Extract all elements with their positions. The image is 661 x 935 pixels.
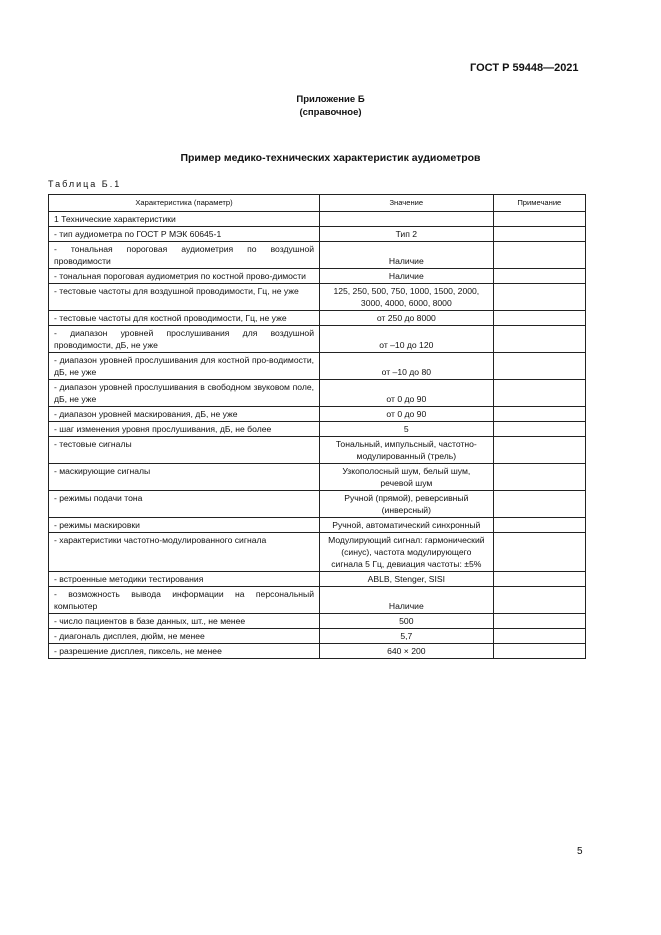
row-characteristic: - возможность вывода информации на персональный компьютер xyxy=(49,587,320,614)
row-note xyxy=(493,533,585,572)
row-characteristic: - число пациентов в базе данных, шт., не менее xyxy=(49,614,320,629)
table-row xyxy=(49,353,586,380)
row-characteristic: - тестовые частоты для воздушной проводимости, Гц, не уже xyxy=(49,284,320,311)
table-row xyxy=(49,284,586,311)
row-value: 5,7 xyxy=(320,629,494,644)
table-row xyxy=(49,629,586,644)
row-note xyxy=(493,380,585,407)
row-characteristic: - диапазон уровней прослушивания в свободном звуковом поле, дБ, не уже xyxy=(49,380,320,407)
row-characteristic: - режимы маскировки xyxy=(49,518,320,533)
table-row xyxy=(49,437,586,464)
row-characteristic: - встроенные методики тестирования xyxy=(49,572,320,587)
table-header-row xyxy=(49,195,586,212)
table-row xyxy=(49,311,586,326)
row-characteristic: - диапазон уровней маскирования, дБ, не уже xyxy=(49,407,320,422)
row-characteristic: - тип аудиометра по ГОСТ Р МЭК 60645-1 xyxy=(49,227,320,242)
table-row xyxy=(49,326,586,353)
row-value: Узкополосный шум, белый шум, речевой шум xyxy=(320,464,494,491)
table-row xyxy=(49,587,586,614)
row-note xyxy=(493,422,585,437)
table-row xyxy=(49,422,586,437)
row-value: от –10 до 80 xyxy=(320,353,494,380)
row-value: Наличие xyxy=(320,269,494,284)
row-characteristic: - характеристики частотно-модулированного сигнала xyxy=(49,533,320,572)
row-note xyxy=(493,629,585,644)
row-value: 500 xyxy=(320,614,494,629)
row-note xyxy=(493,311,585,326)
section-heading: Пример медико-технических характеристик аудиометров xyxy=(180,152,481,164)
row-characteristic: - режимы подачи тона xyxy=(49,491,320,518)
row-characteristic: - тональная пороговая аудиометрия по воздушной проводимости xyxy=(49,242,320,269)
table-row xyxy=(49,614,586,629)
row-note xyxy=(493,242,585,269)
table-row xyxy=(49,491,586,518)
row-value: от 0 до 90 xyxy=(320,407,494,422)
row-note xyxy=(493,491,585,518)
row-note xyxy=(493,227,585,242)
row-characteristic: - диагональ дисплея, дюйм, не менее xyxy=(49,629,320,644)
table-row xyxy=(49,644,586,659)
row-characteristic: - диапазон уровней прослушивания для костной про-водимости, дБ, не уже xyxy=(49,353,320,380)
table-caption: Таблица Б.1 xyxy=(48,179,122,189)
row-note xyxy=(493,518,585,533)
row-characteristic: - тестовые частоты для костной проводимости, Гц, не уже xyxy=(49,311,320,326)
row-note xyxy=(493,407,585,422)
column-header-value: Значение xyxy=(320,195,494,212)
table-row xyxy=(49,533,586,572)
annex-title: Приложение Б xyxy=(296,94,365,105)
row-value: от –10 до 120 xyxy=(320,326,494,353)
row-note xyxy=(493,614,585,629)
table-row xyxy=(49,380,586,407)
table-row xyxy=(49,464,586,491)
page-number: 5 xyxy=(577,846,583,857)
row-note xyxy=(493,464,585,491)
row-value: 640 × 200 xyxy=(320,644,494,659)
row-note xyxy=(493,572,585,587)
row-note xyxy=(493,353,585,380)
row-value: Модулирующий сигнал: гармонический (синус), частота модулирующего сигнала 5 Гц, девиация частоты: ±5% xyxy=(320,533,494,572)
annex-subtitle: (справочное) xyxy=(299,107,362,118)
characteristics-table xyxy=(48,194,586,659)
table-body xyxy=(49,212,586,659)
row-note xyxy=(493,326,585,353)
row-characteristic: - диапазон уровней прослушивания для воздушной проводимости, дБ, не уже xyxy=(49,326,320,353)
row-characteristic: - маскирующие сигналы xyxy=(49,464,320,491)
row-value: ABLB, Stenger, SISI xyxy=(320,572,494,587)
annex-block xyxy=(0,93,661,119)
row-note xyxy=(493,212,585,227)
table-row xyxy=(49,269,586,284)
row-note xyxy=(493,269,585,284)
row-note xyxy=(493,437,585,464)
table-row xyxy=(49,227,586,242)
table-row xyxy=(49,212,586,227)
row-value: Тип 2 xyxy=(320,227,494,242)
row-value: Ручной, автоматический синхронный xyxy=(320,518,494,533)
row-value: Наличие xyxy=(320,242,494,269)
row-value xyxy=(320,212,494,227)
row-note xyxy=(493,284,585,311)
standard-number: ГОСТ Р 59448—2021 xyxy=(470,62,579,74)
table-row xyxy=(49,242,586,269)
row-characteristic: - тестовые сигналы xyxy=(49,437,320,464)
row-value: Ручной (прямой), реверсивный (инверсный) xyxy=(320,491,494,518)
row-value: от 250 до 8000 xyxy=(320,311,494,326)
row-note xyxy=(493,587,585,614)
row-value: Наличие xyxy=(320,587,494,614)
row-characteristic: 1 Технические характеристики xyxy=(49,212,320,227)
row-value: от 0 до 90 xyxy=(320,380,494,407)
table-row xyxy=(49,518,586,533)
table-row xyxy=(49,407,586,422)
row-characteristic: - тональная пороговая аудиометрия по костной прово-димости xyxy=(49,269,320,284)
column-header-characteristic: Характеристика (параметр) xyxy=(49,195,320,212)
row-value: 5 xyxy=(320,422,494,437)
row-characteristic: - шаг изменения уровня прослушивания, дБ, не более xyxy=(49,422,320,437)
row-note xyxy=(493,644,585,659)
table-row xyxy=(49,572,586,587)
row-value: 125, 250, 500, 750, 1000, 1500, 2000, 3000, 4000, 6000, 8000 xyxy=(320,284,494,311)
row-value: Тональный, импульсный, частотно-модулированный (трель) xyxy=(320,437,494,464)
row-characteristic: - разрешение дисплея, пиксель, не менее xyxy=(49,644,320,659)
column-header-note: Примечание xyxy=(493,195,585,212)
